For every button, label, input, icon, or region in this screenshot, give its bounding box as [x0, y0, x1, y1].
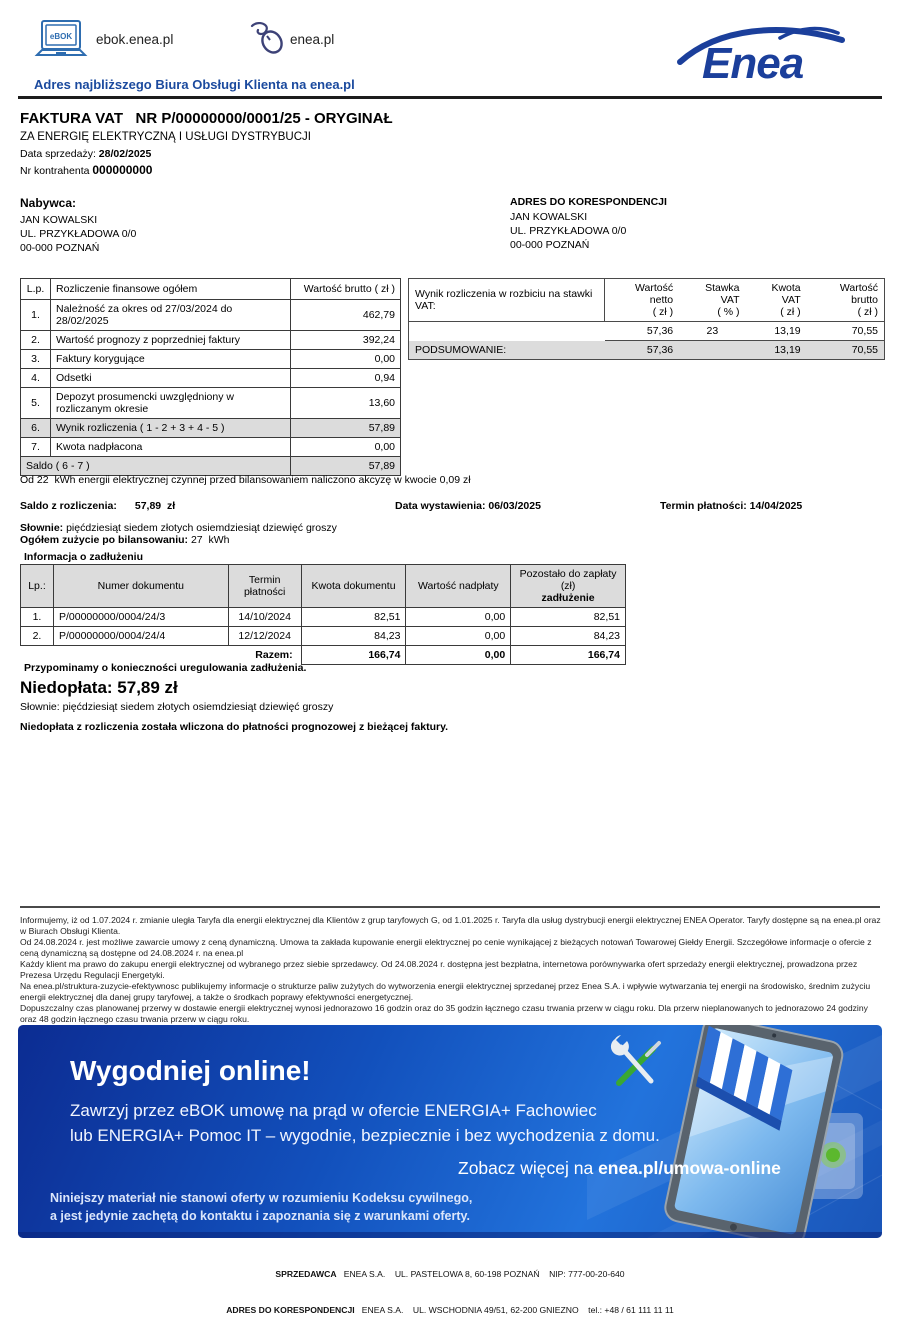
debt-table [20, 564, 626, 665]
cell-lp: 1. [21, 300, 51, 331]
cell-lp: 5. [21, 388, 51, 419]
saldo-label: Saldo ( 6 - 7 ) [21, 457, 291, 476]
col-header-doc: Numer dokumentu [53, 565, 228, 608]
cell-overpay: 0,00 [406, 608, 511, 627]
banner-disclaimer-1: Niniejszy materiał nie stanowi oferty w rozumieniu Kodeksu cywilnego, [50, 1191, 473, 1205]
buyer-street: UL. PRZYKŁADOWA 0/0 [20, 228, 137, 240]
debt-reminder: Przypominamy o konieczności uregulowania zadłużenia. [24, 662, 307, 674]
legal-divider [20, 906, 880, 908]
saldo-value: 57,89 [291, 457, 401, 476]
correspondence-name: JAN KOWALSKI [510, 211, 588, 223]
table-header-row [21, 279, 401, 300]
cell-desc: Faktury korygujące [50, 350, 290, 369]
cell-amount: 82,51 [301, 608, 406, 627]
cell-desc: Wartość prognozy z poprzedniej faktury [50, 331, 290, 350]
seller-footer [0, 1244, 900, 1328]
cell-desc: Wynik rozliczenia ( 1 - 2 + 3 + 4 - 5 ) [50, 419, 290, 438]
col-header-overpay: Wartość nadpłaty [406, 565, 511, 608]
underpayment-title: Niedopłata: 57,89 zł [20, 678, 178, 697]
summary-vat: 13,19 [774, 344, 801, 356]
table-row [21, 300, 401, 331]
sale-date-value: 28/02/2025 [98, 148, 152, 160]
buyer-name: JAN KOWALSKI [20, 214, 98, 226]
cell-netto: 57,36 [605, 322, 680, 341]
vat-table-title: Wynik rozliczenia w rozbiciu na stawki VAT: [409, 279, 605, 322]
amount-in-words: Słownie: pięćdziesiąt siedem złotych osiemdziesiąt dziewięć groszy [20, 522, 337, 534]
total-amount: 166,74 [301, 646, 406, 665]
summary-label: PODSUMOWANIE: [415, 343, 507, 356]
cell-lp: 6. [21, 419, 51, 438]
table-row [21, 331, 401, 350]
usage-value: 27 kWh [190, 534, 230, 546]
promo-banner [18, 1025, 882, 1238]
invoice-title: FAKTURA VAT NR P/00000000/0001/25 - ORYGINAŁ [20, 110, 393, 127]
cell-value: 462,79 [291, 300, 401, 331]
cell-left: 84,23 [511, 627, 626, 646]
underpayment-note: Niedopłata z rozliczenia została wliczona do płatności prognozowej z bieżącej faktury. [20, 721, 449, 733]
banner-line-2: lub ENERGIA+ Pomoc IT – wygodnie, bezpiecznie i bez wychodzenia z domu. [70, 1126, 660, 1145]
vat-data-row [409, 322, 885, 341]
correspondence-city: 00-000 POZNAŃ [510, 239, 590, 251]
legal-notes [20, 915, 882, 1036]
cell-brutto: 70,55 [807, 322, 885, 341]
col-header-rate: Stawka VAT ( % ) [679, 279, 745, 322]
cell-due: 12/12/2024 [228, 627, 301, 646]
footer-line-seller: SPRZEDAWCA ENEA S.A. UL. PASTELOWA 8, 60-198 POZNAŃ NIP: 777-00-20-640 [275, 1269, 625, 1279]
cell-lp: 7. [21, 438, 51, 457]
col-header-value: Wartość brutto ( zł ) [291, 279, 401, 300]
nearest-office-line: Adres najbliższego Biura Obsługi Klienta na enea.pl [34, 77, 355, 92]
underpayment-words: Słownie: pięćdziesiąt siedem złotych osiemdziesiąt dziewięć groszy [20, 701, 334, 713]
contractor-label: Nr kontrahenta [20, 165, 93, 177]
computer-mouse-icon [248, 22, 288, 56]
total-label: Razem: [255, 649, 293, 662]
col-header-desc: Rozliczenie finansowe ogółem [50, 279, 290, 300]
cell-value: 0,00 [291, 438, 401, 457]
table-footer-saldo [21, 457, 401, 476]
buyer-label: Nabywca: [20, 196, 77, 210]
legal-paragraph: Od 24.08.2024 r. jest możliwe zawarcie umowy z ceną dynamiczną. Umowa ta zakłada kupowanie energii elektrycznej po cenie wynikającej z bieżących notowań Towarowej Giełdy Energii. Szczegółowe informacje o ofercie z ceną dynamiczną są dostępne od 24.08.2024 r. na enea.pl [20, 937, 872, 958]
issue-date-line: Data wystawienia: 06/03/2025 [395, 500, 541, 512]
usage-line: Ogółem zużycie po bilansowaniu: 27 kWh [20, 534, 230, 546]
wrench-screwdriver-icon [611, 1035, 659, 1083]
debt-section-title: Informacja o zadłużeniu [24, 551, 144, 563]
vat-breakdown-table [408, 278, 885, 360]
cell-overpay: 0,00 [406, 627, 511, 646]
debt-row [21, 627, 626, 646]
contractor-line [20, 163, 152, 177]
footer-line-correspondence: ADRES DO KORESPONDENCJI ENEA S.A. UL. WSCHODNIA 49/51, 62-200 GNIEZNO tel.: +48 / 61 111 11 11 [226, 1305, 674, 1315]
correspondence-street: UL. PRZYKŁADOWA 0/0 [510, 225, 627, 237]
col-header-vat: Kwota VAT ( zł ) [746, 279, 807, 322]
svg-text:Enea: Enea [702, 39, 804, 86]
table-row [21, 369, 401, 388]
correspondence-label: ADRES DO KORESPONDENCJI [510, 196, 667, 208]
col-header-lp: L.p. [21, 279, 51, 300]
cell-lp: 2. [21, 331, 51, 350]
banner-headline: Wygodniej online! [70, 1055, 311, 1086]
col-header-lp: Lp.: [21, 565, 54, 608]
col-header-brutto: Wartość brutto ( zł ) [807, 279, 885, 322]
legal-paragraph: Informujemy, iż od 1.07.2024 r. zmianie uległa Taryfa dla energii elektrycznej dla Klientów z grup taryfowych G, od 1.01.2025 r. Taryfa dla usług dystrybucji energii elektrycznej ENEA Operator. Taryfy dostępne są na enea.pl oraz w Biurach Obsługi Klienta. [20, 915, 881, 936]
col-header-due: Termin płatności [228, 565, 301, 608]
correspondence-block [510, 196, 667, 252]
banner-cta: Zobacz więcej na enea.pl/umowa-online [458, 1158, 781, 1178]
saldo-line: Saldo z rozliczenia: 57,89 zł [20, 500, 176, 512]
cell-value: 392,24 [291, 331, 401, 350]
cell-value: 13,60 [291, 388, 401, 419]
debt-row [21, 608, 626, 627]
issue-date-value: 06/03/2025 [488, 500, 541, 512]
enea-logo [676, 20, 850, 86]
table-row-result [21, 419, 401, 438]
svg-text:eBOK: eBOK [49, 32, 73, 41]
enea-url: enea.pl [290, 32, 335, 47]
buyer-city: 00-000 POZNAŃ [20, 242, 100, 254]
summary-netto: 57,36 [646, 344, 674, 356]
saldo-amount: 57,89 zł [134, 500, 176, 512]
cell-desc: Należność za okres od 27/03/2024 do 28/02/2025 [50, 300, 290, 331]
invoice-subtitle: ZA ENERGIĘ ELEKTRYCZNĄ I USŁUGI DYSTRYBUCJI [20, 131, 311, 143]
col-header-netto: Wartość netto ( zł ) [605, 279, 680, 322]
cell-rate: 23 [679, 322, 745, 341]
debt-header-row [21, 565, 626, 608]
buyer-block [20, 196, 136, 255]
legal-paragraph: Dopuszczalny czas planowanej przerwy w dostawie energii elektrycznej wynosi jednorazowo 16 godzin oraz do 35 godzin łącznego czasu trwania przerw w ciągu roku. Dla przerw nieplanowanych to jednorazowo 24 godziny oraz 48 godzin łącznego czasu trwania przerw w ciągu roku. [20, 1003, 868, 1024]
laptop-ebok-icon [34, 19, 88, 61]
cell-left: 82,51 [511, 608, 626, 627]
financial-summary-table [20, 278, 401, 476]
contractor-number: 000000000 [92, 163, 153, 177]
total-left: 166,74 [511, 646, 626, 665]
summary-brutto: 70,55 [851, 344, 878, 356]
total-overpay: 0,00 [406, 646, 511, 665]
cell-desc: Kwota nadpłacona [50, 438, 290, 457]
cell-value: 0,94 [291, 369, 401, 388]
sale-date-label: Data sprzedaży: [20, 148, 99, 160]
cell-lp: 4. [21, 369, 51, 388]
col-header-left: Pozostało do zapłaty (zł) zadłużenie [511, 565, 626, 608]
table-row [21, 438, 401, 457]
table-row [21, 350, 401, 369]
cell-lp: 2. [21, 627, 54, 646]
cell-value: 57,89 [291, 419, 401, 438]
legal-paragraph: Na enea.pl/struktura-zuzycie-efektywnosc publikujemy informacje o strukturze paliw zużytych do wytworzenia energii elektrycznej sprzedanej przez Enea S.A. i wpływie wytwarzania tej energii na środowisko, średnim zużyciu energii elektrycznej dla danej grupy taryfowej, a także o środkach poprawy efektywności energetycznej. [20, 981, 871, 1002]
cell-doc: P/00000000/0004/24/4 [53, 627, 228, 646]
cell-due: 14/10/2024 [228, 608, 301, 627]
due-date-value: 14/04/2025 [749, 500, 803, 512]
vat-header-row [409, 279, 885, 322]
banner-disclaimer-2: a jest jedynie zachętą do kontaktu i zapoznania się z warunkami oferty. [50, 1209, 471, 1223]
cell-amount: 84,23 [301, 627, 406, 646]
cell-desc: Odsetki [50, 369, 290, 388]
table-row [21, 388, 401, 419]
cell-lp: 3. [21, 350, 51, 369]
cell-lp: 1. [21, 608, 54, 627]
ebok-url: ebok.enea.pl [96, 32, 174, 47]
banner-line-1: Zawrzyj przez eBOK umowę na prąd w ofercie ENERGIA+ Fachowiec [70, 1101, 597, 1120]
header-divider [18, 96, 882, 99]
sale-date-line [20, 148, 151, 160]
cell-doc: P/00000000/0004/24/3 [53, 608, 228, 627]
cell-desc: Depozyt prosumencki uwzględniony w rozliczanym okresie [50, 388, 290, 419]
legal-paragraph: Każdy klient ma prawo do zakupu energii elektrycznej od wybranego przez siebie sprzedawcy. Od 24.08.2024 r. dostępna jest bezpłatna, internetowa porównywarka ofert sprzedaży energii elektrycznej, prowadzona przez Prezesa Urzędu Regulacji Energetyki. [20, 959, 858, 980]
excise-note: Od 22 kWh energii elektrycznej czynnej przed bilansowaniem naliczono akcyzę w kwocie 0,09 zł [20, 474, 471, 486]
col-header-amount: Kwota dokumentu [301, 565, 406, 608]
due-date-line: Termin płatności: 14/04/2025 [660, 500, 803, 512]
vat-summary-row [409, 341, 885, 360]
cell-value: 0,00 [291, 350, 401, 369]
cell-vat: 13,19 [746, 322, 807, 341]
banner-cta-link: enea.pl/umowa-online [598, 1158, 781, 1178]
